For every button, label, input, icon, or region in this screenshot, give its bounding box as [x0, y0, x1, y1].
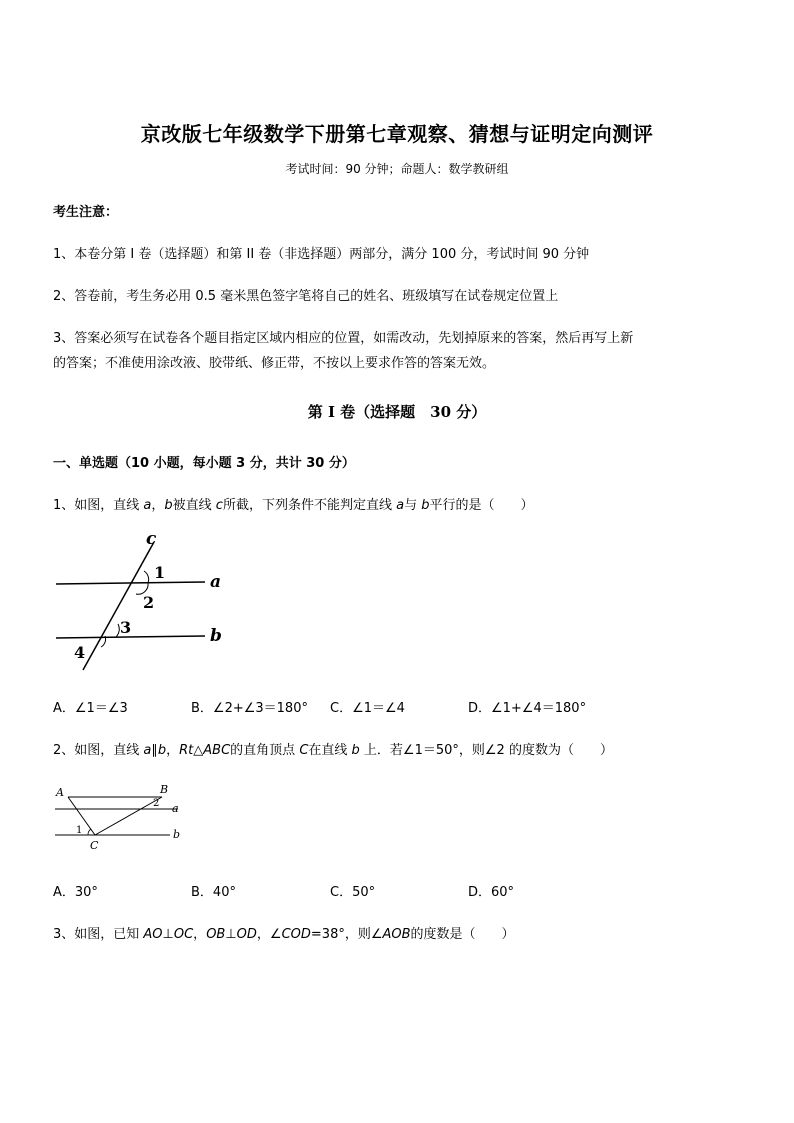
- label-C: C: [90, 839, 99, 852]
- question-1-figure: [50, 528, 240, 678]
- label-angle-4: 4: [74, 643, 86, 662]
- q2-option-d[interactable]: D．60°: [468, 885, 515, 900]
- question-2-text: 2、如图，直线 a∥b，Rt△ABC的直角顶点 C在直线 b 上．若∠1＝50°，则∠2 的度数为（ ）: [53, 743, 613, 758]
- q1-option-a[interactable]: A．∠1＝∠3: [53, 701, 128, 716]
- q1-option-b[interactable]: B．∠2+∠3＝180°: [191, 701, 308, 716]
- label-b: b: [210, 626, 222, 646]
- label-angle-2: 2: [143, 593, 155, 612]
- q2-option-c[interactable]: C．50°: [330, 885, 376, 900]
- part-title: 一、单选题（10 小题，每小题 3 分，共计 30 分）: [53, 456, 355, 471]
- label-line-b: b: [173, 828, 181, 841]
- question-2-figure: [50, 780, 190, 852]
- side-bc: [95, 797, 162, 835]
- exam-info: 考试时间：90 分钟；命题人：数学教研组: [285, 162, 509, 176]
- label-a: a: [210, 572, 222, 592]
- question-3-text: 3、如图，已知 AO⊥OC，OB⊥OD，∠COD=38°，则∠AOB的度数是（ ）: [53, 927, 515, 942]
- notice-item-2: 2、答卷前，考生务必用 0.5 毫米黑色签字笔将自己的姓名、班级填写在试卷规定位置上: [53, 289, 559, 304]
- notice-heading: 考生注意：: [53, 205, 119, 220]
- q1-option-c[interactable]: C．∠1＝∠4: [330, 701, 405, 716]
- label-line-a: a: [172, 802, 179, 815]
- section-title: 第 I 卷（选择题 30 分）: [307, 403, 487, 421]
- page-title: 京改版七年级数学下册第七章观察、猜想与证明定向测评: [140, 122, 654, 146]
- notice-item-1: 1、本卷分第 I 卷（选择题）和第 II 卷（非选择题）两部分，满分 100 分，考试时间 90 分钟: [53, 247, 590, 262]
- label-angle-1: 1: [76, 825, 83, 836]
- q1-option-d[interactable]: D．∠1+∠4＝180°: [468, 701, 587, 716]
- label-c: c: [146, 529, 157, 549]
- label-B: B: [160, 783, 169, 796]
- label-A: A: [56, 786, 64, 799]
- notice-item-3: 3、答案必须写在试卷各个题目指定区域内相应的位置，如需改动，先划掉原来的答案，然后再写上新: [53, 331, 634, 346]
- label-angle-3: 3: [120, 618, 132, 637]
- q2-option-a[interactable]: A．30°: [53, 885, 98, 900]
- question-1-text: 1、如图，直线 a，b被直线 c所截，下列条件不能判定直线 a与 b平行的是（ ）: [53, 498, 534, 513]
- q2-option-b[interactable]: B．40°: [191, 885, 236, 900]
- label-angle-2: 2: [153, 798, 160, 809]
- label-angle-1: 1: [154, 563, 166, 582]
- notice-item-3-cont: 的答案；不准使用涂改液、胶带纸、修正带，不按以上要求作答的答案无效。: [53, 356, 496, 371]
